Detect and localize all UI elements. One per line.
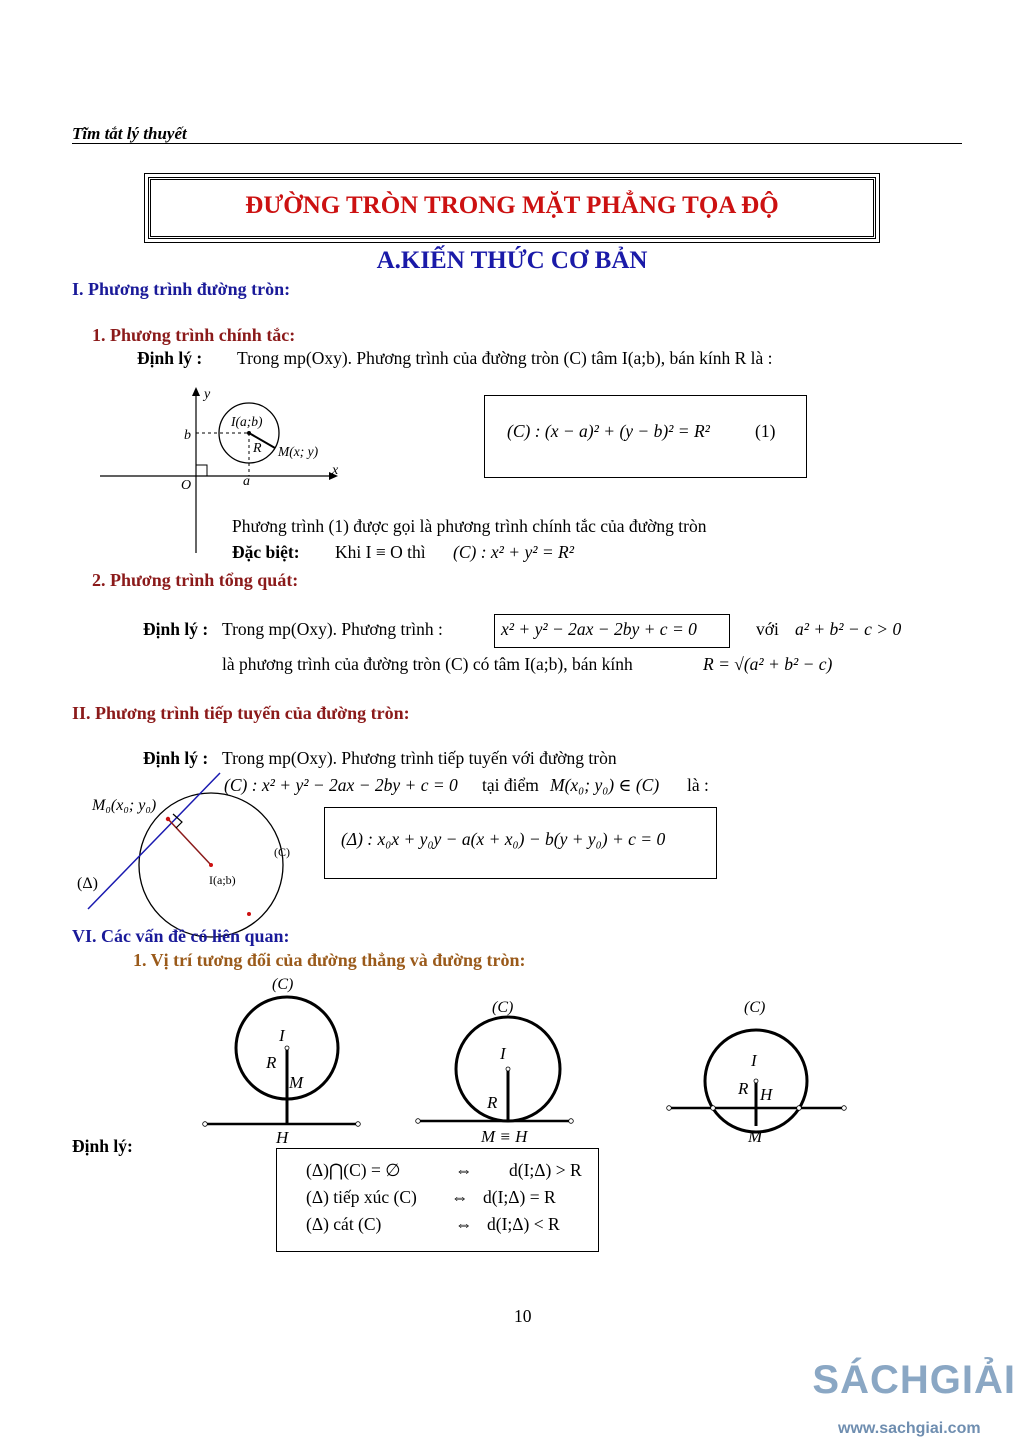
fig2-c-label: (C) (492, 999, 514, 1016)
intersection-right (797, 1106, 802, 1111)
rel-row-1-right: d(I;Δ) > R (509, 1160, 582, 1180)
delta-label: (Δ) (77, 875, 98, 892)
fig2-i-label: I (500, 1044, 506, 1063)
fig1-h-label: H (276, 1128, 289, 1147)
section-1-heading: I. Phương trình đường tròn: (72, 279, 291, 299)
tangent-at-point: tại điểm (482, 775, 539, 795)
general-formula: x² + y² − 2ax − 2by + c = 0 (501, 619, 697, 639)
fig1-i-label: I (279, 1026, 285, 1045)
rel-row-3-right: d(I;Δ) < R (487, 1214, 560, 1234)
watermark-logo: SÁCHGIẢI (812, 1358, 1016, 1402)
point-m-label: M(x; y) (278, 444, 319, 459)
rel-row-3-left: (Δ) cát (C) (306, 1214, 382, 1234)
fig1-r-label: R (266, 1053, 277, 1072)
theorem-text: Trong mp(Oxy). Phương trình của đường tròn (C) tâm I(a;b), bán kính R là : (237, 348, 773, 368)
relationship-box (276, 1148, 599, 1252)
rel-row-2-left: (Δ) tiếp xúc (C) (306, 1187, 417, 1207)
center-i-label: I(a;b) (209, 873, 236, 887)
theorem-2-text: Trong mp(Oxy). Phương trình : (222, 619, 443, 639)
circle-c-label: (C) (274, 845, 290, 859)
tangent-line (88, 773, 220, 909)
theorem-4-label: Định lý: (72, 1136, 133, 1156)
fig3-h-label: H (760, 1085, 773, 1104)
fig3-r-label: R (738, 1079, 749, 1098)
radius-to-tangent (168, 819, 211, 865)
header-label: Tĩm tắt lý thuyết (72, 124, 187, 143)
line-end-left (203, 1122, 208, 1127)
intersection-left (711, 1106, 716, 1111)
page-number: 10 (514, 1306, 532, 1326)
line-end-right (356, 1122, 361, 1127)
relative-position-figure-1 (198, 968, 368, 1150)
formula-tag: (1) (755, 421, 776, 441)
center-2 (506, 1067, 510, 1071)
special-label: Đặc biệt: (232, 542, 300, 562)
theorem-3-text: Trong mp(Oxy). Phương trình tiếp tuyến với đường tròn (222, 748, 617, 768)
a-label: a (243, 474, 250, 489)
page-title: ĐƯỜNG TRÒN TRONG MẶT PHẲNG TỌA ĐỘ (245, 192, 779, 219)
tangent-circle-formula: (C) : x² + y² − 2ax − 2by + c = 0 (224, 775, 458, 795)
fig2-mh-label: M ≡ H (481, 1127, 528, 1146)
y-axis-arrow-icon (192, 387, 200, 396)
tangent-figure (70, 765, 310, 940)
line-end-right (569, 1119, 574, 1124)
radius-label: R (253, 441, 262, 456)
relative-position-figure-2 (408, 990, 578, 1150)
rel-row-1-arrow: ⇔ (455, 1160, 473, 1180)
axis-x-label: x (332, 463, 339, 478)
rel-row-2-right: d(I;Δ) = R (483, 1187, 556, 1207)
b-label: b (184, 428, 191, 443)
theorem-label: Định lý : (137, 348, 203, 368)
tangent-point-dot (166, 817, 170, 821)
section-1-2-heading: 2. Phương trình tổng quát: (92, 570, 299, 590)
section-3-heading: VI. Các vấn đề có liên quan: (72, 926, 290, 946)
rel-row-3-arrow: ⇔ (455, 1214, 473, 1234)
section-3-1-heading: 1. Vị trí tương đối của đường thẳng và đường tròn: (133, 950, 526, 970)
radius-formula: R = √(a² + b² − c) (703, 654, 833, 674)
right-angle-mark (196, 465, 207, 476)
canonical-formula: (C) : (x − a)² + (y − b)² = R² (507, 421, 710, 441)
circle-dot (247, 912, 251, 916)
section-1-1-heading: 1. Phương trình chính tắc: (92, 325, 296, 345)
center-label: I(a;b) (231, 414, 263, 429)
theorem-2-label: Định lý : (143, 619, 209, 639)
axis-y-label: y (204, 387, 211, 402)
tangent-point: M(x₀; y₀) ∈ (C) (550, 775, 660, 795)
m0-label: M₀(x₀; y₀) (92, 797, 157, 814)
fig2-r-label: R (487, 1093, 498, 1112)
center-dot (209, 863, 213, 867)
theorem-3-label: Định lý : (143, 748, 209, 768)
fig3-c-label: (C) (744, 999, 766, 1016)
tangent-line-end: là : (687, 775, 709, 795)
line-end-left (667, 1106, 672, 1111)
fig1-m-label: M (289, 1073, 304, 1092)
rel-row-2-arrow: ⇔ (451, 1187, 469, 1207)
line-end-left (416, 1119, 421, 1124)
general-formula-box (494, 614, 730, 648)
fig1-c-label: (C) (272, 976, 294, 993)
center-point (247, 431, 251, 435)
origin-label: O (181, 478, 192, 493)
page-subtitle: A.KIẾN THỨC CƠ BẢN (376, 247, 648, 274)
special-formula: (C) : x² + y² = R² (453, 542, 574, 562)
general-line-2: là phương trình của đường tròn (C) có tâm I(a;b), bán kính (222, 654, 633, 674)
fig3-i-label: I (751, 1051, 757, 1070)
canonical-note: Phương trình (1) được gọi là phương trình chính tắc của đường tròn (232, 516, 707, 536)
title-box (148, 177, 876, 239)
rel-row-1-left: (Δ)⋂(C) = ∅ (306, 1160, 401, 1180)
tangent-formula-box (324, 807, 717, 879)
header-rule (72, 143, 962, 144)
tangent-formula: (Δ) : x₀x + y₀y − a(x + x₀) − b(y + y₀) + c = 0 (341, 829, 666, 849)
section-2-heading: II. Phương trình tiếp tuyến của đường tròn: (72, 703, 410, 723)
watermark-url: www.sachgiai.com (838, 1420, 981, 1437)
condition-formula: a² + b² − c > 0 (795, 619, 902, 639)
line-end-right (842, 1106, 847, 1111)
fig3-m-label: M (748, 1127, 763, 1146)
center-3 (754, 1079, 758, 1083)
relative-position-figure-3 (660, 990, 855, 1150)
condition-prefix: với (756, 619, 779, 639)
canonical-formula-box (484, 395, 807, 478)
center-1 (285, 1046, 289, 1050)
special-text: Khi I ≡ O thì (335, 542, 426, 562)
